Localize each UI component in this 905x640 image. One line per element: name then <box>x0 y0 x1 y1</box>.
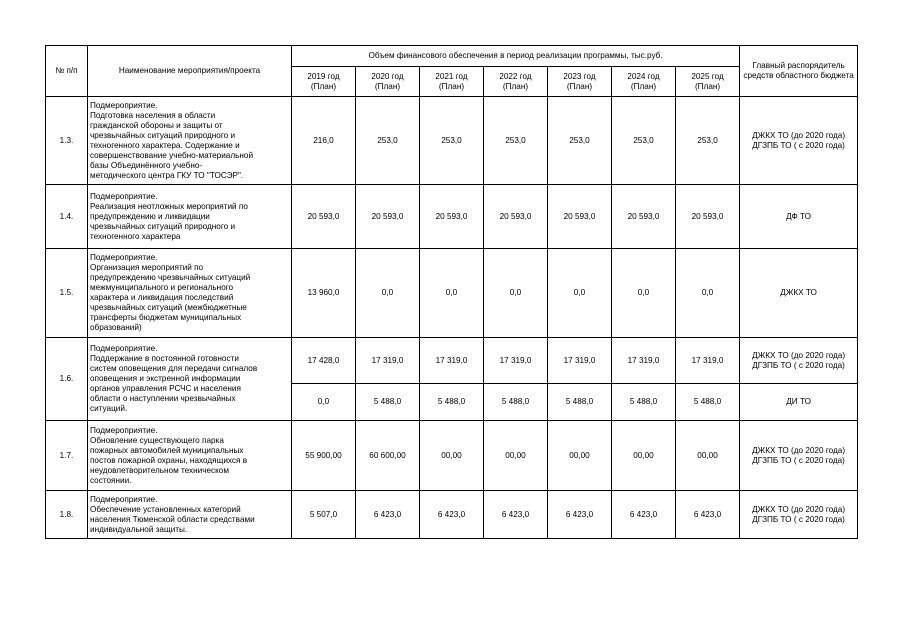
funding-amount: 17 319,0 <box>612 338 676 384</box>
funding-amount: 17 319,0 <box>484 338 548 384</box>
activity-name-line: чрезвычайных ситуаций (межбюджетные <box>90 303 247 312</box>
header-year: 2019 год (План) <box>292 67 356 97</box>
funding-amount: 0,0 <box>292 384 356 421</box>
responsible-authority <box>740 97 858 185</box>
responsible-authority <box>740 249 858 338</box>
funding-amount: 17 319,0 <box>676 338 740 384</box>
funding-amount: 253,0 <box>356 97 420 185</box>
funding-amount: 253,0 <box>548 97 612 185</box>
funding-amount: 17 319,0 <box>548 338 612 384</box>
responsible-authority <box>740 384 858 421</box>
activity-name-line: предупреждению чрезвычайных ситуаций <box>90 273 251 282</box>
row-number: 1.6. <box>46 338 88 421</box>
funding-amount: 5 488,0 <box>548 384 612 421</box>
header-year: 2021 год (План) <box>420 67 484 97</box>
header-year: 2024 год (План) <box>612 67 676 97</box>
funding-amount: 6 423,0 <box>420 491 484 539</box>
responsible-authority <box>740 421 858 491</box>
activity-name-line: техногенного характера. Содержание и <box>90 140 240 150</box>
header-num: № п/п <box>46 46 88 97</box>
row-number: 1.8. <box>46 491 88 539</box>
responsible-authority-line: ДЖКХ ТО (до 2020 года) <box>752 350 846 360</box>
funding-amount: 253,0 <box>612 97 676 185</box>
row-number: 1.3. <box>46 97 88 185</box>
responsible-authority-line: ДЖКХ ТО (до 2020 года) <box>752 445 846 455</box>
activity-name-line: техногенного характера <box>90 231 181 241</box>
activity-name <box>88 97 292 185</box>
activity-name-line: характера и ликвидация последствий <box>90 293 234 302</box>
funding-amount: 5 488,0 <box>420 384 484 421</box>
table-row <box>46 185 858 249</box>
responsible-authority-line: ДГЗПБ ТО ( с 2020 года) <box>752 514 845 524</box>
funding-amount: 0,0 <box>484 249 548 338</box>
activity-name-line: области о наступлении чрезвычайных <box>90 394 236 403</box>
header-year: 2022 год (План) <box>484 67 548 97</box>
funding-amount: 5 488,0 <box>484 384 548 421</box>
activity-name-line: базы Объединённого учебно- <box>90 160 203 170</box>
activity-name-line: Подготовка населения в области <box>90 110 216 120</box>
activity-name-line: пожарных автомобилей муниципальных <box>90 445 244 455</box>
funding-amount: 0,0 <box>420 249 484 338</box>
table-row <box>46 249 858 338</box>
activity-name-line: органов управления РСЧС и населения <box>90 384 241 393</box>
activity-name-line: постов пожарной охраны, находящихся в <box>90 455 248 465</box>
funding-amount: 253,0 <box>484 97 548 185</box>
funding-amount: 17 319,0 <box>420 338 484 384</box>
responsible-authority-line: ДГЗПБ ТО ( с 2020 года) <box>752 140 845 150</box>
funding-amount: 6 423,0 <box>548 491 612 539</box>
funding-amount: 20 593,0 <box>356 185 420 249</box>
activity-name-line: чрезвычайных ситуаций природного и <box>90 221 236 231</box>
activity-name-line: Подмероприятие. <box>90 100 158 110</box>
activity-name <box>88 249 292 338</box>
funding-amount: 253,0 <box>676 97 740 185</box>
funding-amount: 6 423,0 <box>612 491 676 539</box>
header-responsible: Главный распорядитель средств областного бюджета <box>740 46 858 97</box>
funding-amount: 253,0 <box>420 97 484 185</box>
responsible-authority-line: ДИ ТО <box>786 397 811 406</box>
table-header <box>46 46 858 97</box>
activity-name-line: чрезвычайных ситуаций природного и <box>90 130 236 140</box>
funding-amount: 00,00 <box>548 421 612 491</box>
responsible-authority-line: ДГЗПБ ТО ( с 2020 года) <box>752 455 845 465</box>
funding-amount: 20 593,0 <box>676 185 740 249</box>
responsible-authority-line: ДГЗПБ ТО ( с 2020 года) <box>752 360 845 370</box>
funding-amount: 00,00 <box>676 421 740 491</box>
activity-name-line: Обновление существующего парка <box>90 435 224 445</box>
activity-name-line: населения Тюменской области средствами <box>90 514 255 524</box>
funding-amount: 5 507,0 <box>292 491 356 539</box>
activity-name-line: Подмероприятие. <box>90 191 158 201</box>
responsible-authority-line: ДЖКХ ТО (до 2020 года) <box>752 130 846 140</box>
funding-amount: 6 423,0 <box>676 491 740 539</box>
funding-amount: 20 593,0 <box>484 185 548 249</box>
funding-amount: 0,0 <box>356 249 420 338</box>
funding-amount: 55 900,00 <box>292 421 356 491</box>
header-year: 2020 год (План) <box>356 67 420 97</box>
funding-amount: 20 593,0 <box>292 185 356 249</box>
activity-name-line: предупреждению и ликвидации <box>90 211 210 221</box>
funding-amount: 20 593,0 <box>548 185 612 249</box>
funding-amount: 17 428,0 <box>292 338 356 384</box>
table-body <box>46 97 858 539</box>
activity-name-line: гражданской обороны и защиты от <box>90 120 223 130</box>
funding-amount: 00,00 <box>484 421 548 491</box>
funding-amount: 5 488,0 <box>676 384 740 421</box>
responsible-authority-line: ДЖКХ ТО <box>780 288 817 297</box>
funding-amount: 6 423,0 <box>484 491 548 539</box>
activity-name-line: Реализация неотложных мероприятий по <box>90 201 248 211</box>
activity-name-line: совершенствование учебно-материальной <box>90 150 254 160</box>
table-row <box>46 97 858 185</box>
responsible-authority <box>740 491 858 539</box>
responsible-authority-line: ДЖКХ ТО (до 2020 года) <box>752 504 846 514</box>
activity-name-line: систем оповещения для передачи сигналов <box>90 364 258 373</box>
funding-amount: 0,0 <box>676 249 740 338</box>
activity-name-line: Подмероприятие. <box>90 425 158 435</box>
activity-name <box>88 491 292 539</box>
activity-name-line: состоянии. <box>90 475 132 485</box>
header-name: Наименование мероприятия/проекта <box>88 46 292 97</box>
responsible-authority <box>740 338 858 384</box>
activity-name-line: Подмероприятие. <box>90 344 158 353</box>
funding-amount: 0,0 <box>612 249 676 338</box>
funding-amount: 17 319,0 <box>356 338 420 384</box>
activity-name-line: Подмероприятие. <box>90 494 158 504</box>
responsible-authority <box>740 185 858 249</box>
row-number: 1.7. <box>46 421 88 491</box>
table-row <box>46 338 858 384</box>
activity-name <box>88 338 292 421</box>
table-row <box>46 491 858 539</box>
activity-name-line: оповещения и экстренной информации <box>90 374 241 383</box>
funding-amount: 20 593,0 <box>420 185 484 249</box>
funding-amount: 5 488,0 <box>356 384 420 421</box>
activity-name-line: Организация мероприятий по <box>90 263 204 272</box>
funding-amount: 60 600,00 <box>356 421 420 491</box>
row-number: 1.4. <box>46 185 88 249</box>
funding-amount: 00,00 <box>612 421 676 491</box>
funding-amount: 216,0 <box>292 97 356 185</box>
activity-name-line: ситуаций. <box>90 404 128 413</box>
funding-amount: 00,00 <box>420 421 484 491</box>
activity-name <box>88 185 292 249</box>
table-row <box>46 421 858 491</box>
activity-name-line: образований) <box>90 323 142 332</box>
header-funding: Объем финансового обеспечения в период реализации программы, тыс.руб. <box>292 46 740 67</box>
funding-amount: 6 423,0 <box>356 491 420 539</box>
activity-name-line: трансферты бюджетам муниципальных <box>90 313 242 322</box>
funding-amount: 13 960,0 <box>292 249 356 338</box>
activity-name-line: индивидуальной защиты. <box>90 524 188 534</box>
activity-name-line: Обеспечение установленных категорий <box>90 504 241 514</box>
header-year: 2023 год (План) <box>548 67 612 97</box>
activity-name <box>88 421 292 491</box>
funding-amount: 5 488,0 <box>612 384 676 421</box>
activity-name-line: Подмероприятие. <box>90 253 158 262</box>
responsible-authority-line: ДФ ТО <box>786 211 812 221</box>
activity-name-line: неудовлетворительном техническом <box>90 465 229 475</box>
funding-amount: 0,0 <box>548 249 612 338</box>
funding-amount: 20 593,0 <box>612 185 676 249</box>
header-year: 2025 год (План) <box>676 67 740 97</box>
activity-name-line: методического центра ГКУ ТО "ТОСЭР". <box>90 170 244 180</box>
activity-name-line: межмуниципального и регионального <box>90 283 234 292</box>
activity-name-line: Поддержание в постоянной готовности <box>90 354 239 363</box>
row-number: 1.5. <box>46 249 88 338</box>
budget-table <box>45 45 858 539</box>
